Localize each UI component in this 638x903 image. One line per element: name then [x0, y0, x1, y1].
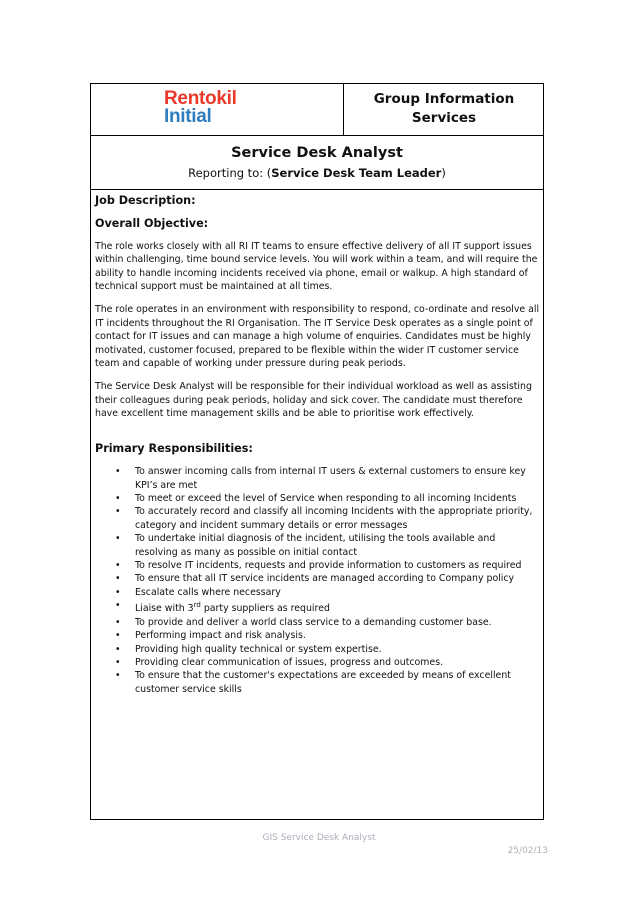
bullet: • — [115, 616, 121, 628]
logo-word-initial: Initial — [164, 106, 212, 127]
responsibility-text: Liaise with 3rd party suppliers as required — [135, 601, 330, 615]
responsibility-text: To answer incoming calls from internal IT users & external customers to ensure key KPI’s are met — [135, 466, 526, 491]
reporting-line — [91, 166, 543, 180]
responsibility-text: Performing impact and risk analysis. — [135, 630, 306, 642]
bullet: • — [115, 506, 121, 518]
reporting-prefix: Reporting to: ( — [188, 166, 272, 180]
list-item — [95, 643, 541, 656]
list-item — [95, 599, 541, 616]
bullet: • — [115, 656, 121, 668]
bullet: • — [115, 643, 121, 655]
overall-objective-heading: Overall Objective: — [95, 217, 209, 231]
list-item — [95, 586, 541, 599]
list-item — [95, 616, 541, 629]
list-item — [95, 559, 541, 572]
org-name-line2: Services — [411, 110, 477, 126]
job-description-heading: Job Description: — [95, 194, 196, 207]
footer-doc-name: GIS Service Desk Analyst — [262, 833, 376, 843]
bullet: • — [115, 630, 121, 642]
objective-paragraph-2: The role operates in an environment with responsibility to respond, co-ordinate and resolve all IT incidents throughout the RI Organisation. The IT Service Desk operates as a single point of contact for IT issues and can manage a high volume of enquiries. Candidates must be highly motivated, customer focused, prepared to be flexible within the wider IT customer service team and capable of working under pressure during peak periods. — [95, 304, 540, 370]
footer-date: 25/02/13 — [507, 846, 548, 856]
list-item — [95, 465, 541, 492]
responsibility-text: Providing clear communication of issues, progress and outcomes. — [135, 656, 444, 668]
bullet: • — [115, 573, 121, 585]
description-body — [95, 194, 541, 696]
objective-paragraph-3: The Service Desk Analyst will be responsible for their individual workload as well as assisting their colleagues during peak periods, holiday and sick cover. The candidate must therefore have excellent time management skills and be able to prioritise work effectively. — [95, 381, 532, 420]
bullet: • — [115, 559, 121, 571]
responsibility-text: To resolve IT incidents, requests and provide information to customers as required — [135, 559, 522, 571]
logo-word-rentokil: Rentokil — [164, 88, 237, 109]
bullet: • — [115, 533, 121, 545]
list-item — [95, 492, 541, 505]
bullet: • — [115, 670, 121, 682]
responsibility-text: To accurately record and classify all incoming Incidents with the appropriate priority, category and incident summary details or error messages — [135, 506, 533, 531]
reporting-suffix: ) — [441, 166, 446, 180]
responsibility-text: To ensure that the customer's expectations are exceeded by means of excellent customer service skills — [135, 670, 511, 695]
responsibility-text: Providing high quality technical or system expertise. — [135, 643, 382, 655]
responsibility-text: To ensure that all IT service incidents are managed according to Company policy — [135, 573, 515, 585]
list-item — [95, 669, 541, 696]
bullet: • — [115, 600, 121, 612]
job-description-frame — [90, 83, 544, 820]
bullet: • — [115, 466, 121, 478]
responsibilities-list — [95, 465, 541, 696]
responsibility-text: To undertake initial diagnosis of the incident, utilising the tools available and resolving as many as possible on initial contact — [135, 533, 496, 558]
list-item — [95, 505, 541, 532]
reporting-to: Service Desk Team Leader — [271, 166, 442, 180]
org-name-line1: Group Information — [373, 91, 515, 107]
org-name — [344, 90, 544, 128]
responsibility-text: Escalate calls where necessary — [135, 586, 281, 598]
objective-paragraph-1: The role works closely with all RI IT teams to ensure effective delivery of all IT support issues within challenging, time bound service levels. You will work within a team, and will require the ability to handle incoming incidents received via phone, email or walkup. A high standard of technical support must be maintained at all times. — [95, 240, 538, 293]
ordinal-suffix: rd — [193, 601, 201, 610]
responsibilities-heading: Primary Responsibilities: — [95, 441, 253, 455]
rentokil-initial-logo — [164, 90, 237, 126]
bullet: • — [115, 492, 121, 504]
list-item — [95, 629, 541, 642]
responsibility-text: To provide and deliver a world class service to a demanding customer base. — [135, 616, 492, 628]
header-row — [91, 84, 543, 136]
list-item — [95, 656, 541, 669]
list-item — [95, 572, 541, 585]
responsibility-text: To meet or exceed the level of Service when responding to all incoming Incidents — [135, 492, 517, 504]
list-item — [95, 532, 541, 559]
role-row — [91, 135, 543, 190]
bullet: • — [115, 586, 121, 598]
role-title: Service Desk Analyst — [231, 145, 403, 161]
